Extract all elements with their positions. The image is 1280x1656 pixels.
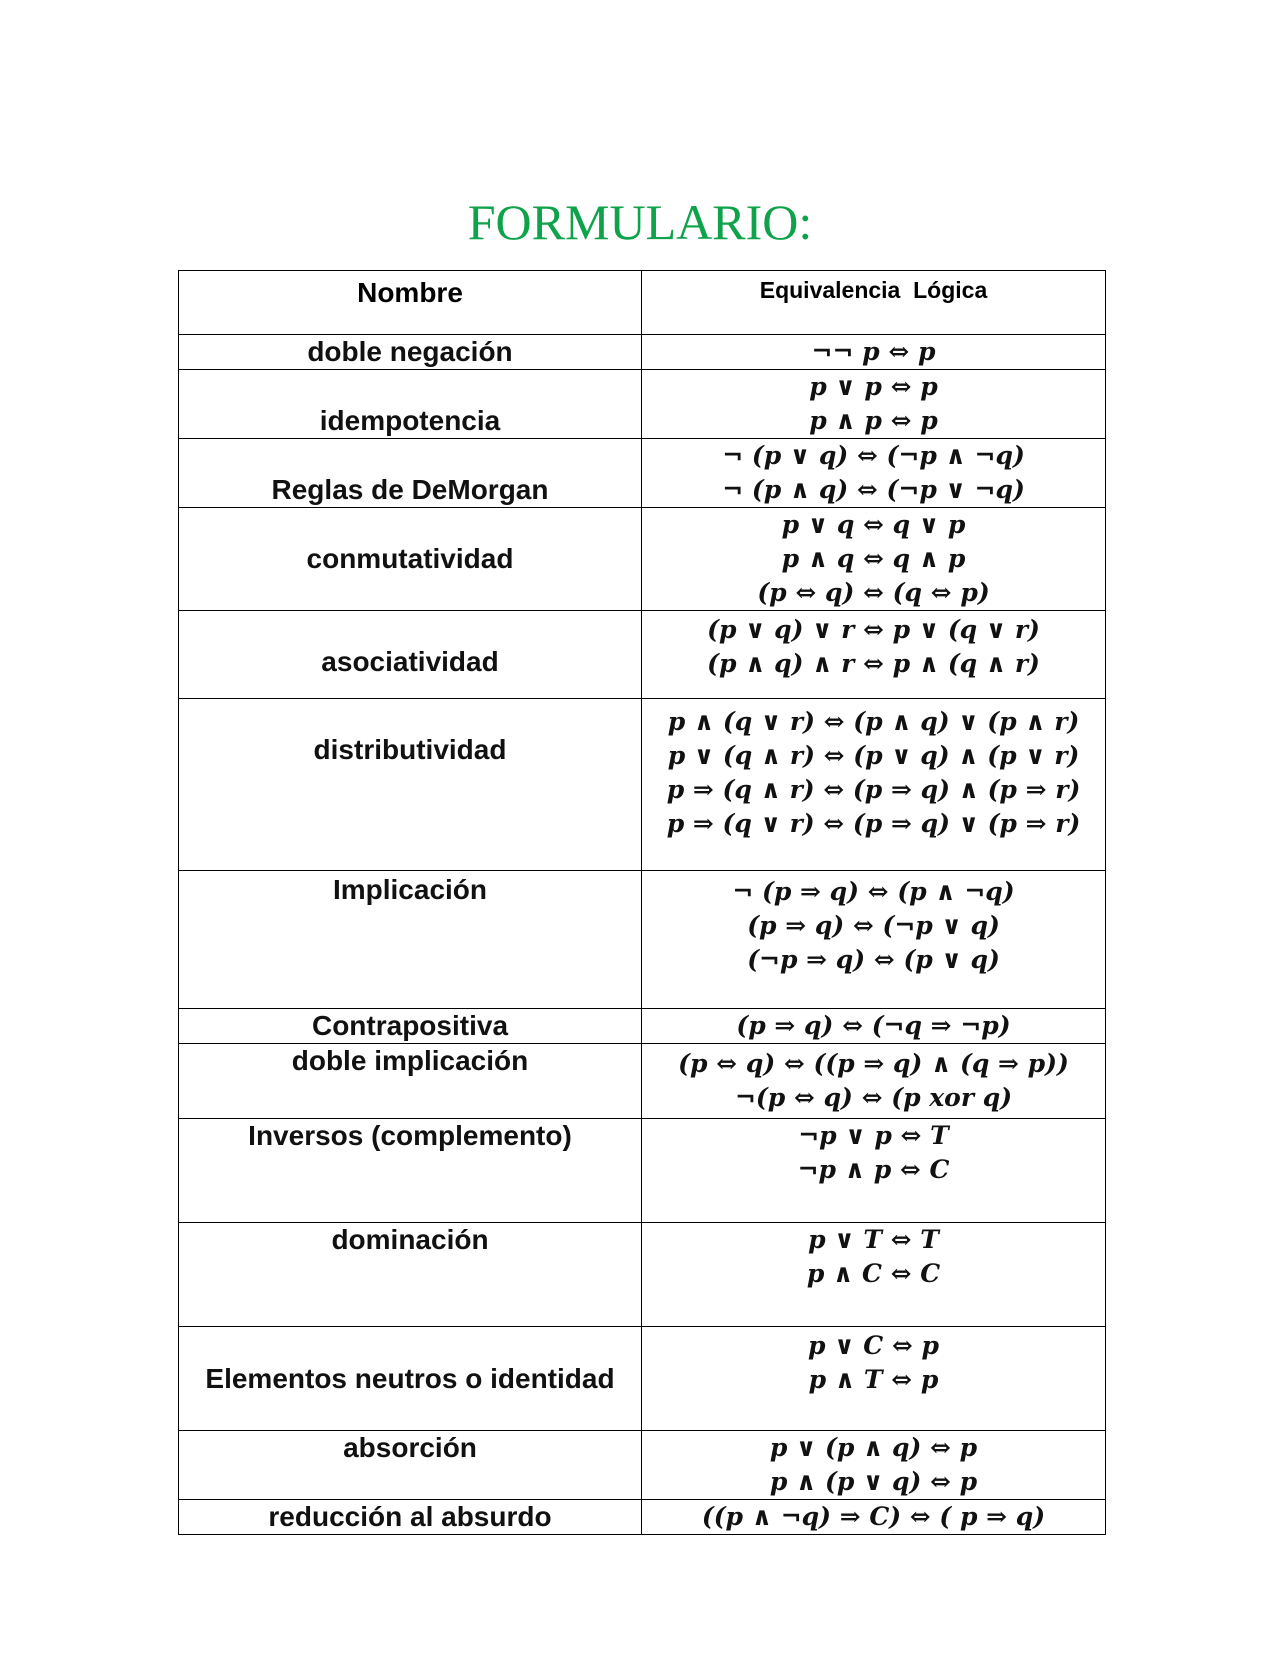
formula: (p ⇒ q) ⇔ (¬q ⇒ ¬p) xyxy=(736,1011,1011,1040)
table-row xyxy=(179,1327,1106,1431)
formula: p ∧ C ⇔ C xyxy=(806,1259,941,1288)
row-formulas xyxy=(642,871,1106,1009)
row-formulas xyxy=(642,1119,1106,1223)
formula: p ⇒ (q ∨ r) ⇔ (p ⇒ q) ∨ (p ⇒ r) xyxy=(666,809,1081,838)
row-formulas xyxy=(642,1223,1106,1327)
row-name: idempotencia xyxy=(179,370,642,439)
row-formulas xyxy=(642,370,1106,439)
table-row xyxy=(179,1500,1106,1535)
formula: p ∨ p ⇔ p xyxy=(809,372,938,401)
row-name: Implicación xyxy=(179,871,642,1009)
formula: p ∧ T ⇔ p xyxy=(808,1365,939,1394)
table-row xyxy=(179,508,1106,611)
row-name: Elementos neutros o identidad xyxy=(179,1327,642,1431)
formula: ¬ (p ⇒ q) ⇔ (p ∧ ¬q) xyxy=(732,877,1015,906)
formula: p ∨ T ⇔ T xyxy=(808,1225,939,1254)
row-formulas xyxy=(642,1327,1106,1431)
formula: p ∧ (q ∨ r) ⇔ (p ∧ q) ∨ (p ∧ r) xyxy=(667,707,1080,736)
row-formulas xyxy=(642,335,1106,370)
row-formulas xyxy=(642,1044,1106,1119)
row-formulas xyxy=(642,508,1106,611)
formula-table xyxy=(178,270,1106,1535)
table-header-row xyxy=(179,271,1106,335)
row-name: Reglas de DeMorgan xyxy=(179,439,642,508)
formula: (¬p ⇒ q) ⇔ (p ∨ q) xyxy=(747,945,1000,974)
formula: p ∨ C ⇔ p xyxy=(808,1331,939,1360)
row-formulas xyxy=(642,1009,1106,1044)
row-formulas xyxy=(642,439,1106,508)
formula: p ∧ p ⇔ p xyxy=(809,406,938,435)
row-name: asociatividad xyxy=(179,611,642,699)
formula: (p ∨ q) ∨ r ⇔ p ∨ (q ∨ r) xyxy=(707,615,1040,644)
table-row xyxy=(179,370,1106,439)
row-name: doble implicación xyxy=(179,1044,642,1119)
formula: ¬(p ⇔ q) ⇔ (p xor q) xyxy=(734,1083,1013,1112)
row-formulas xyxy=(642,1500,1106,1535)
formula: (p ⇔ q) ⇔ ((p ⇒ q) ∧ (q ⇒ p)) xyxy=(678,1049,1069,1078)
table-row xyxy=(179,1119,1106,1223)
row-name: reducción al absurdo xyxy=(179,1500,642,1535)
formula: (p ⇔ q) ⇔ (q ⇔ p) xyxy=(757,578,990,607)
table-row xyxy=(179,699,1106,871)
row-name: distributividad xyxy=(179,699,642,871)
table-row xyxy=(179,611,1106,699)
row-name: absorción xyxy=(179,1431,642,1500)
formula: p ∨ (q ∧ r) ⇔ (p ∨ q) ∧ (p ∨ r) xyxy=(667,741,1080,770)
formula: p ⇒ (q ∧ r) ⇔ (p ⇒ q) ∧ (p ⇒ r) xyxy=(666,775,1081,804)
formula: ¬p ∨ p ⇔ T xyxy=(798,1121,949,1150)
row-formulas xyxy=(642,1431,1106,1500)
header-equivalence: Equivalencia Lógica xyxy=(642,271,1106,335)
formula: p ∨ q ⇔ q ∨ p xyxy=(781,510,966,539)
row-name: Contrapositiva xyxy=(179,1009,642,1044)
table-row xyxy=(179,439,1106,508)
row-name: Inversos (complemento) xyxy=(179,1119,642,1223)
formula: ((p ∧ ¬q) ⇒ C) ⇔ ( p ⇒ q) xyxy=(701,1502,1046,1531)
formula: ¬p ∧ p ⇔ C xyxy=(797,1155,950,1184)
row-formulas xyxy=(642,611,1106,699)
row-name: dominación xyxy=(179,1223,642,1327)
row-name: doble negación xyxy=(179,335,642,370)
formula: ¬ (p ∨ q) ⇔ (¬p ∧ ¬q) xyxy=(722,441,1025,470)
page-title: FORMULARIO: xyxy=(467,194,813,250)
table-row xyxy=(179,871,1106,1009)
formula: (p ⇒ q) ⇔ (¬p ∨ q) xyxy=(747,911,1000,940)
formula: p ∧ (p ∨ q) ⇔ p xyxy=(769,1467,978,1496)
table-row xyxy=(179,1223,1106,1327)
formula: (p ∧ q) ∧ r ⇔ p ∧ (q ∧ r) xyxy=(707,649,1040,678)
formula: p ∧ q ⇔ q ∧ p xyxy=(781,544,966,573)
row-name: conmutatividad xyxy=(179,508,642,611)
row-formulas xyxy=(642,699,1106,871)
formula: ¬ (p ∧ q) ⇔ (¬p ∨ ¬q) xyxy=(722,475,1025,504)
formula: ¬¬ p ⇔ p xyxy=(811,337,936,366)
table-row xyxy=(179,1044,1106,1119)
table-row xyxy=(179,335,1106,370)
table-row xyxy=(179,1431,1106,1500)
table-row xyxy=(179,1009,1106,1044)
header-name: Nombre xyxy=(179,271,642,335)
formula: p ∨ (p ∧ q) ⇔ p xyxy=(769,1433,978,1462)
